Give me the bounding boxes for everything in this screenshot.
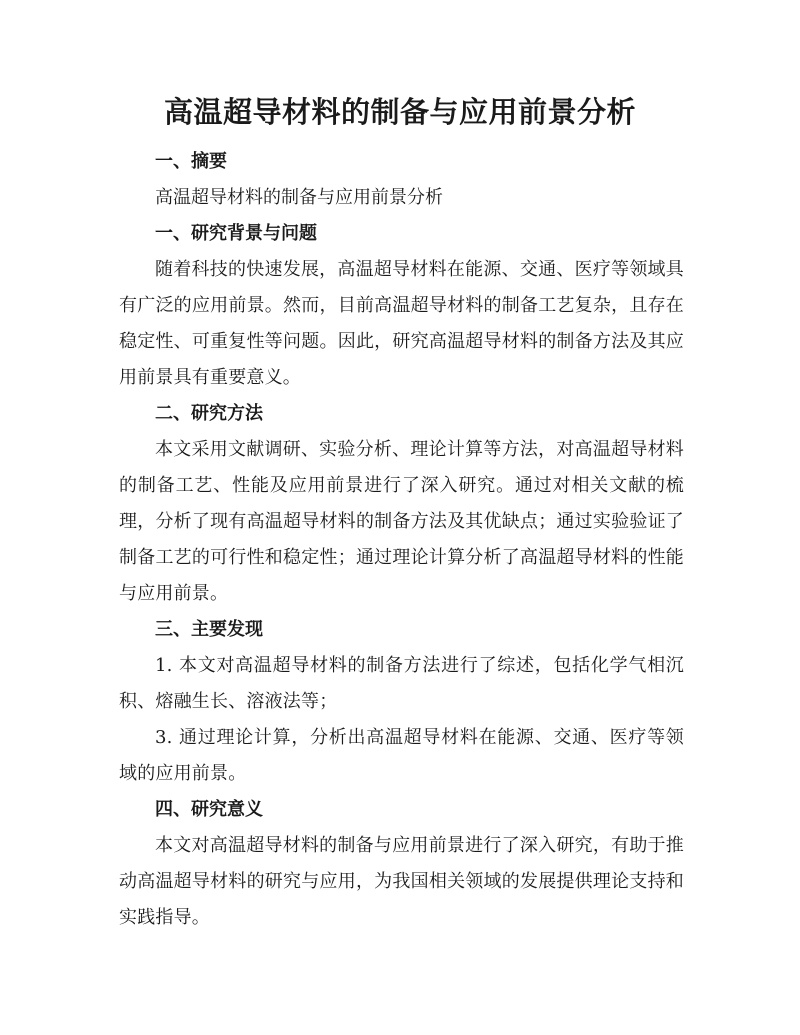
section-methods-heading: 二、研究方法 [155,403,263,424]
abstract-heading: 一、摘要 [155,151,227,172]
abstract-text: 高温超导材料的制备与应用前景分析 [155,187,443,208]
section-background-paragraph: 随着科技的快速发展，高温超导材料在能源、交通、医疗等领域具有广泛的应用前景。然而，目前高温超导材料的制备工艺复杂，且存在稳定性、可重复性等问题。因此，研究高温超导材料的制备方法及其应用前景具有重要意义。 [119,259,684,388]
section-significance-paragraph: 本文对高温超导材料的制备与应用前景进行了深入研究，有助于推动高温超导材料的研究与应用，为我国相关领域的发展提供理论支持和实践指导。 [119,835,684,928]
section-findings-heading: 三、主要发现 [155,619,263,640]
document-title: 高温超导材料的制备与应用前景分析 [163,95,636,129]
section-findings-item-1: 1. 本文对高温超导材料的制备方法进行了综述，包括化学气相沉积、熔融生长、溶液法等； [119,655,684,712]
section-methods-paragraph: 本文采用文献调研、实验分析、理论计算等方法，对高温超导材料的制备工艺、性能及应用前景进行了深入研究。通过对相关文献的梳理，分析了现有高温超导材料的制备方法及其优缺点；通过实验验证了制备工艺的可行性和稳定性；通过理论计算分析了高温超导材料的性能与应用前景。 [119,439,684,604]
section-significance-heading: 四、研究意义 [155,799,263,820]
section-background-heading: 一、研究背景与问题 [155,223,317,244]
document-body [119,144,684,936]
section-findings-item-3: 3. 通过理论计算，分析出高温超导材料在能源、交通、医疗等领域的应用前景。 [119,727,684,784]
